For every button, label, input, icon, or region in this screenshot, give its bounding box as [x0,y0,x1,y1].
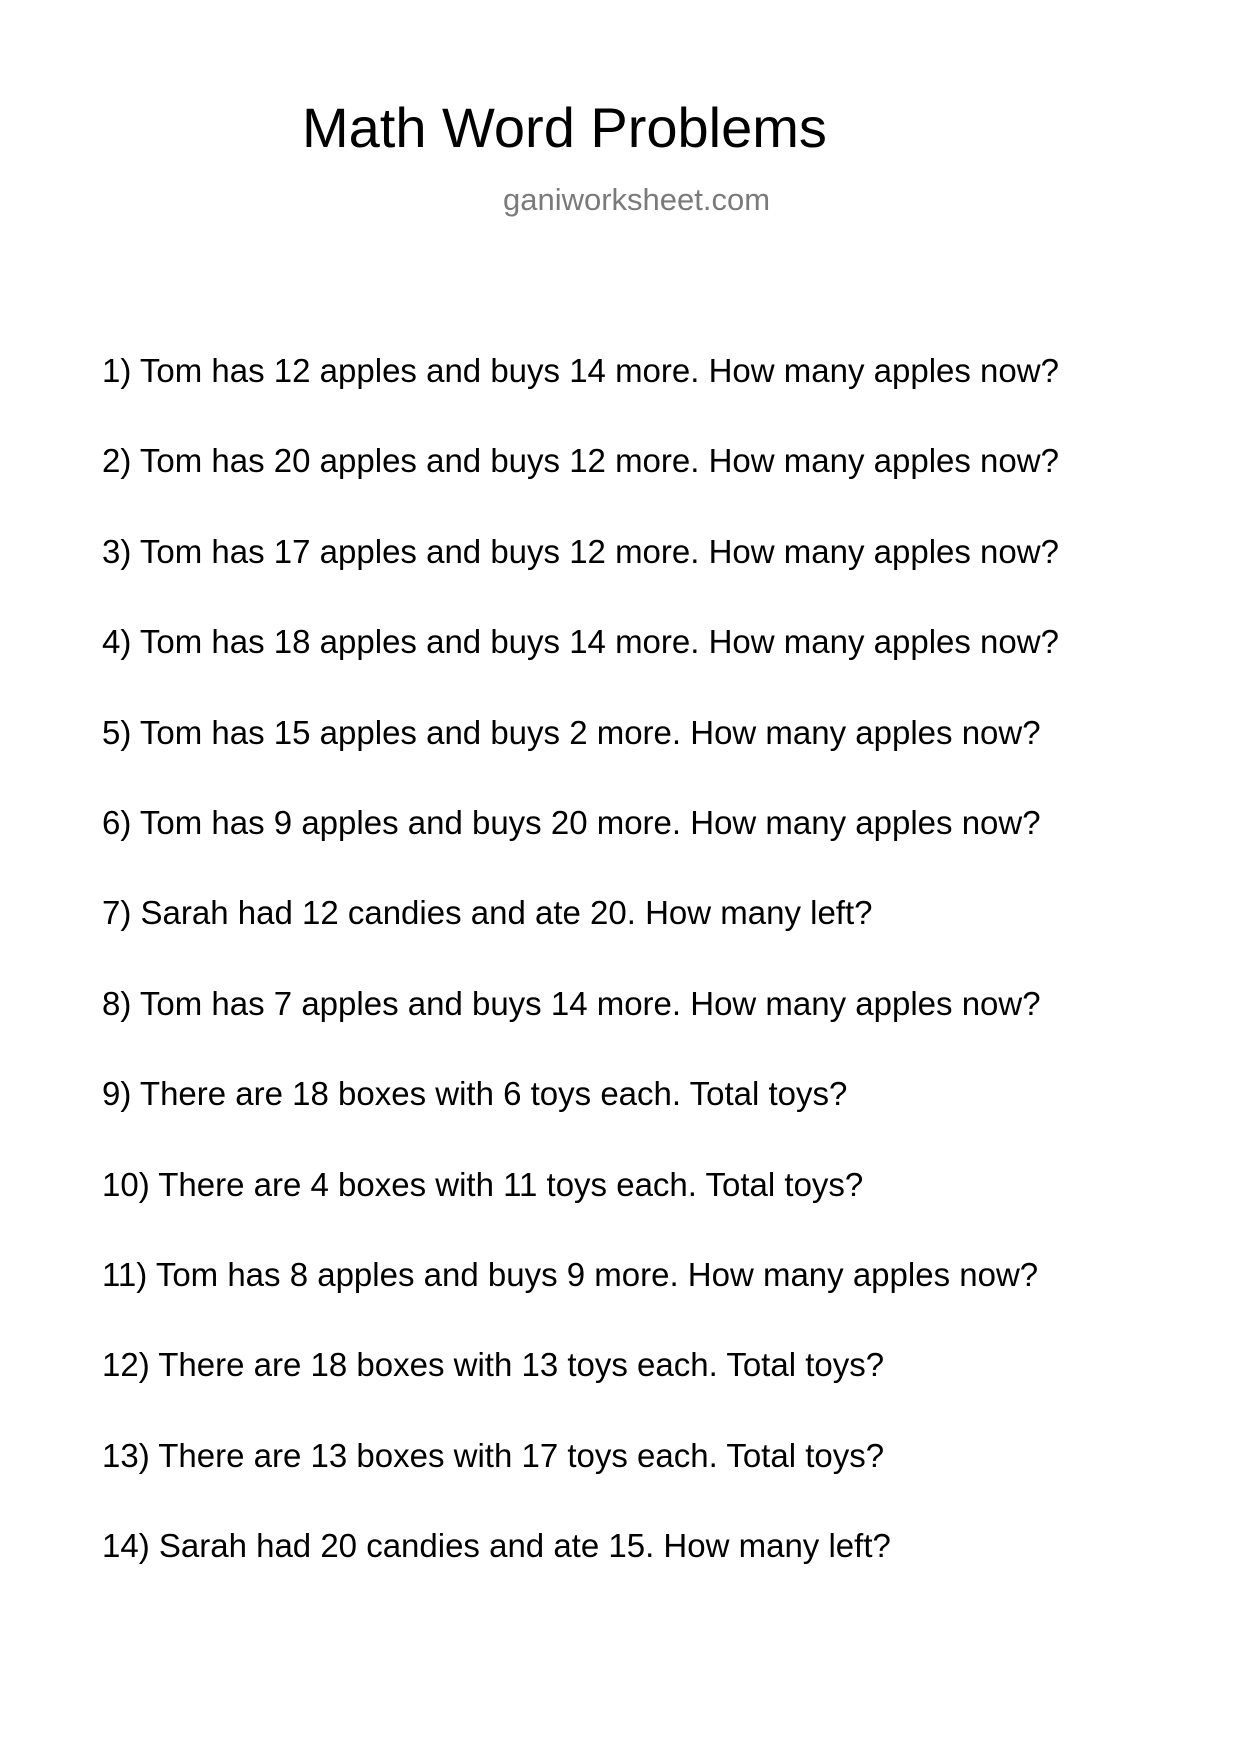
problem-item-6: 6) Tom has 9 apples and buys 20 more. How many apples now? [102,803,1041,841]
problem-item-14: 14) Sarah had 20 candies and ate 15. How many left? [102,1527,891,1565]
problem-item-13: 13) There are 13 boxes with 17 toys each. Total toys? [102,1436,885,1474]
problem-item-7: 7) Sarah had 12 candies and ate 20. How many left? [102,894,873,932]
problem-item-10: 10) There are 4 boxes with 11 toys each. Total toys? [102,1165,864,1203]
problem-list [102,351,1059,1616]
problem-item-5: 5) Tom has 15 apples and buys 2 more. How many apples now? [102,713,1041,751]
problem-item-8: 8) Tom has 7 apples and buys 14 more. How many apples now? [102,984,1041,1022]
source-site-label: ganiworksheet.com [503,182,771,217]
problem-item-1: 1) Tom has 12 apples and buys 14 more. How many apples now? [102,352,1059,389]
page-title: Math Word Problems [302,96,827,159]
problem-item-2: 2) Tom has 20 apples and buys 12 more. How many apples now? [102,442,1059,480]
problem-item-9: 9) There are 18 boxes with 6 toys each. Total toys? [102,1075,848,1113]
problem-item-4: 4) Tom has 18 apples and buys 14 more. How many apples now? [102,623,1059,661]
problem-item-11: 11) Tom has 8 apples and buys 9 more. How many apples now? [102,1255,1039,1293]
problem-item-3: 3) Tom has 17 apples and buys 12 more. How many apples now? [102,532,1059,570]
problem-item-12: 12) There are 18 boxes with 13 toys each. Total toys? [102,1346,885,1384]
